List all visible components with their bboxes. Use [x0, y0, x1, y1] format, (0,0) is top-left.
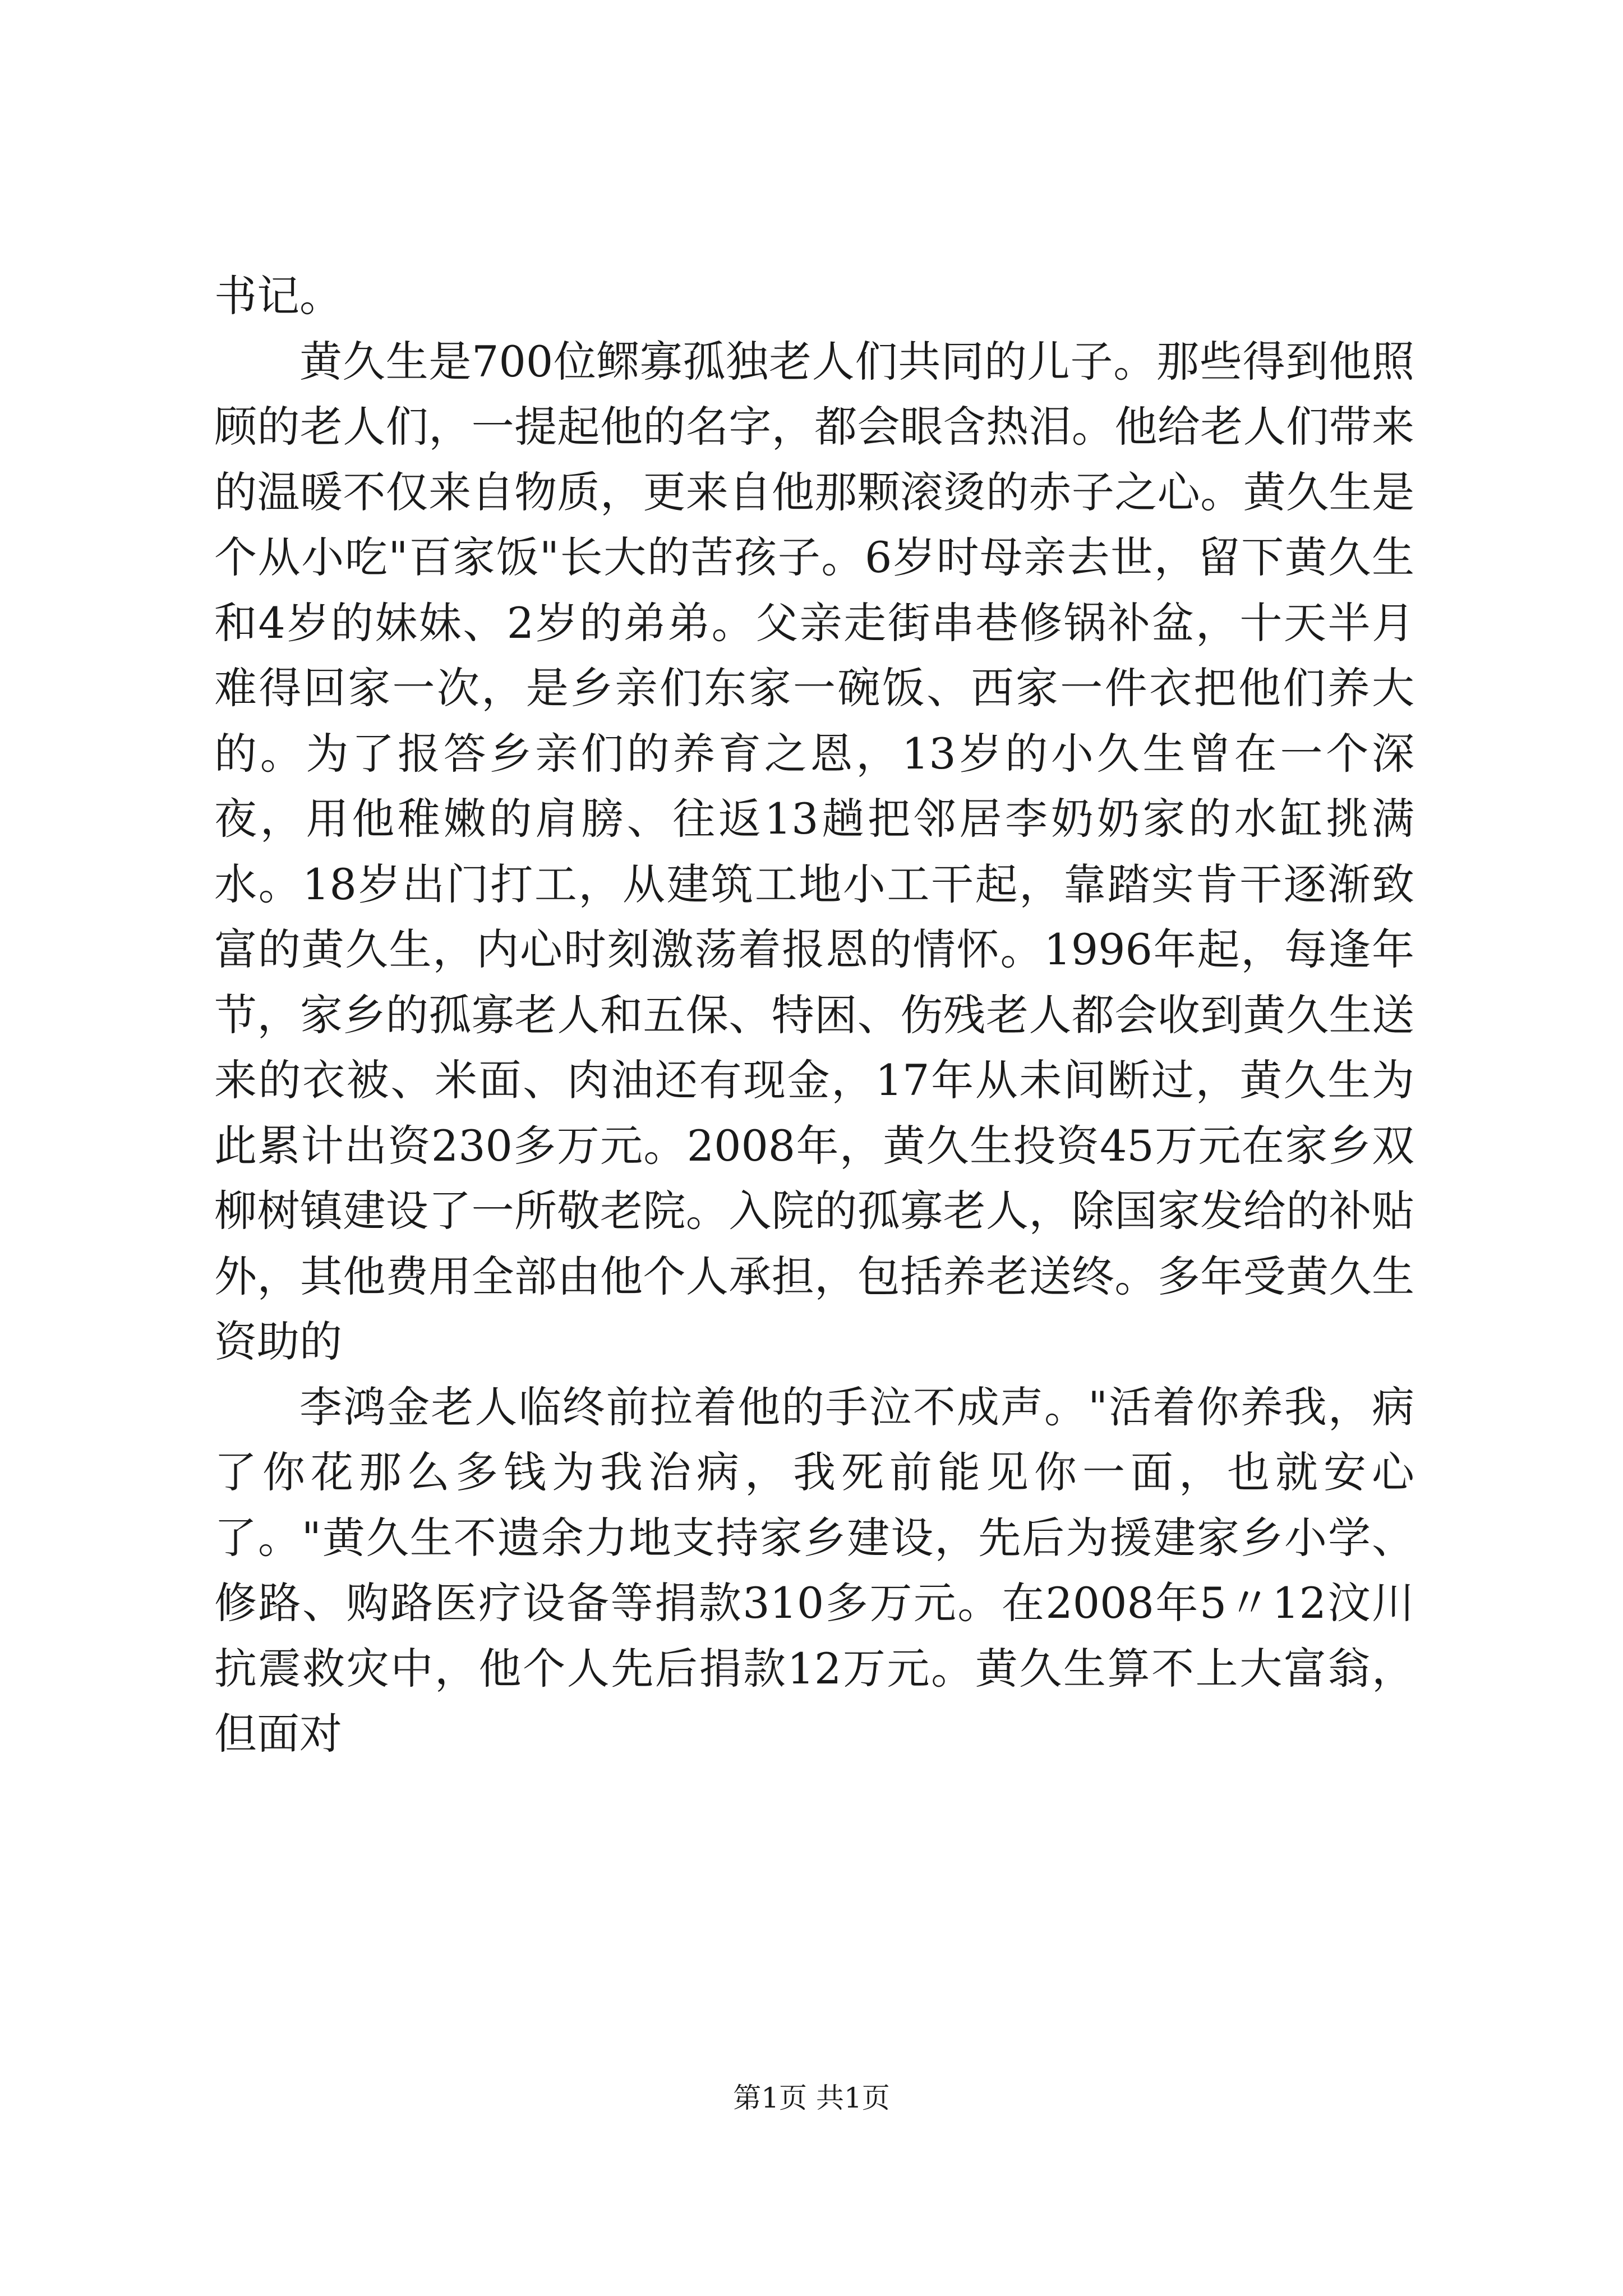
document-body: [214, 264, 1414, 1767]
paragraph-2: 黄久生是700位鳏寡孤独老人们共同的儿子。那些得到他照顾的老人们，一提起他的名字，都会眼含热泪。他给老人们带来的温暖不仅来自物质，更来自他那颗滚烫的赤子之心。黄久生是个从小吃"百家饭"长大的苦孩子。6岁时母亲去世，留下黄久生和4岁的妹妹、2岁的弟弟。父亲走街串巷修锅补盆，十天半月难得回家一次，是乡亲们东家一碗饭、西家一件衣把他们养大的。为了报答乡亲们的养育之恩，13岁的小久生曾在一个深夜，用他稚嫩的肩膀、往返13趟把邻居李奶奶家的水缸挑满水。18岁出门打工，从建筑工地小工干起，靠踏实肯干逐渐致富的黄久生，内心时刻激荡着报恩的情怀。1996年起，每逢年节，家乡的孤寡老人和五保、特困、伤残老人都会收到黄久生送来的衣被、米面、肉油还有现金，17年从未间断过，黄久生为此累计出资230多万元。2008年，黄久生投资45万元在家乡双柳树镇建设了一所敬老院。入院的孤寡老人，除国家发给的补贴外，其他费用全部由他个人承担，包括养老送终。多年受黄久生资助的: [214, 336, 1414, 1366]
paragraph-3: 李鸿金老人临终前拉着他的手泣不成声。"活着你养我，病了你花那么多钱为我治病，我死前能见你一面，也就安心了。"黄久生不遗余力地支持家乡建设，先后为援建家乡小学、修路、购路医疗设备等捐款310多万元。在2008年5〃12汶川抗震救灾中，他个人先后捐款12万元。黄久生算不上大富翁，但面对: [214, 1382, 1414, 1759]
page-footer: 第1页 共1页: [733, 2082, 890, 2114]
paragraph-1: 书记。: [214, 271, 342, 321]
